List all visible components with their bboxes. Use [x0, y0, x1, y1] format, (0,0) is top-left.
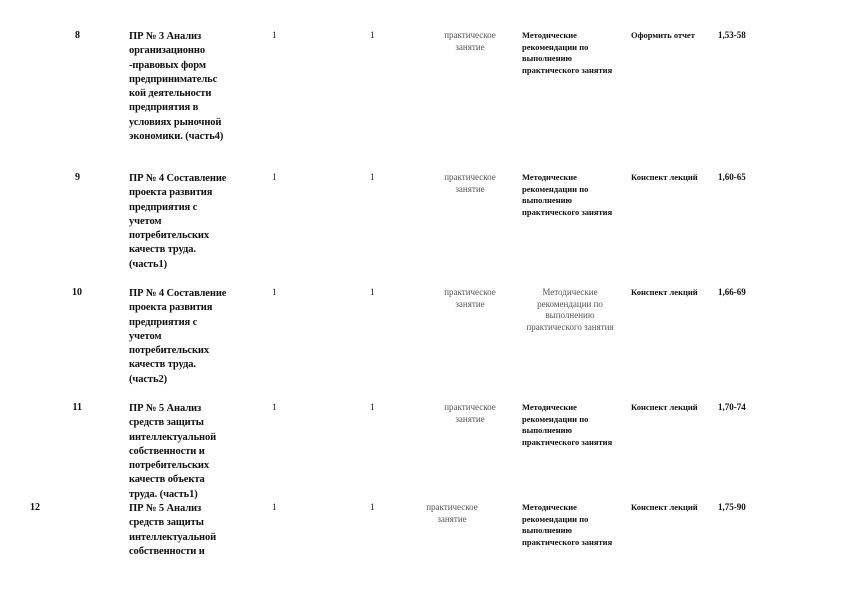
hours-cell: 1 — [272, 287, 277, 297]
hours-cell: 1 — [272, 402, 277, 412]
hours-cell: 1 — [370, 30, 375, 40]
pages-cell: 1,70-74 — [718, 402, 746, 412]
pages-cell: 1,75-90 — [718, 502, 746, 512]
hours-cell: 1 — [272, 172, 277, 182]
row-number: 11 — [72, 402, 82, 413]
topic-cell: ПР № 4 Составление проекта развития предприятия с учетом потребительских качеств труда. (часть2) — [129, 288, 227, 385]
row-number: 9 — [75, 172, 80, 183]
hours-cell: 1 — [272, 30, 277, 40]
topic-cell: ПР № 5 Анализ средств защиты интеллектуальной собственности и потребительских качеств объекта труда. (часть1) — [129, 403, 217, 500]
homework-cell: Конспект лекций — [631, 287, 698, 297]
method-cell: Методические рекомендации по выполнению практического занятия — [522, 172, 613, 217]
topic-cell: ПР № 3 Анализ организационно -правовых форм предпринимательс кой деятельности предприятия в условиях рыночной экономики. (часть4) — [129, 31, 224, 143]
pages-cell: 1,66-69 — [718, 287, 746, 297]
hours-cell: 1 — [370, 287, 375, 297]
homework-cell: Конспект лекций — [631, 502, 698, 512]
lesson-type-cell: практическое занятие — [444, 402, 496, 424]
pages-cell: 1,60-65 — [718, 172, 746, 182]
homework-cell: Конспект лекций — [631, 172, 698, 182]
method-cell: Методические рекомендации по выполнению практического занятия — [522, 30, 613, 75]
lesson-type-cell: практическое занятие — [444, 287, 496, 309]
hours-cell: 1 — [272, 502, 277, 512]
lesson-type-cell: практическое занятие — [444, 30, 496, 52]
hours-cell: 1 — [370, 502, 375, 512]
method-cell: Методические рекомендации по выполнению практического занятия — [526, 287, 614, 332]
row-number: 8 — [75, 30, 80, 41]
homework-cell: Конспект лекций — [631, 402, 698, 412]
lesson-type-cell: практическое занятие — [426, 502, 478, 524]
method-cell: Методические рекомендации по выполнению практического занятия — [522, 502, 613, 547]
row-number: 12 — [30, 502, 40, 513]
method-cell: Методические рекомендации по выполнению практического занятия — [522, 402, 613, 447]
topic-cell: ПР № 4 Составление проекта развития предприятия с учетом потребительских качеств труда. (часть1) — [129, 173, 227, 270]
lesson-type-cell: практическое занятие — [444, 172, 496, 194]
row-number: 10 — [72, 287, 82, 298]
hours-cell: 1 — [370, 172, 375, 182]
homework-cell: Оформить отчет — [631, 30, 695, 40]
hours-cell: 1 — [370, 402, 375, 412]
pages-cell: 1,53-58 — [718, 30, 746, 40]
topic-cell: ПР № 5 Анализ средств защиты интеллектуальной собственности и — [129, 503, 217, 557]
